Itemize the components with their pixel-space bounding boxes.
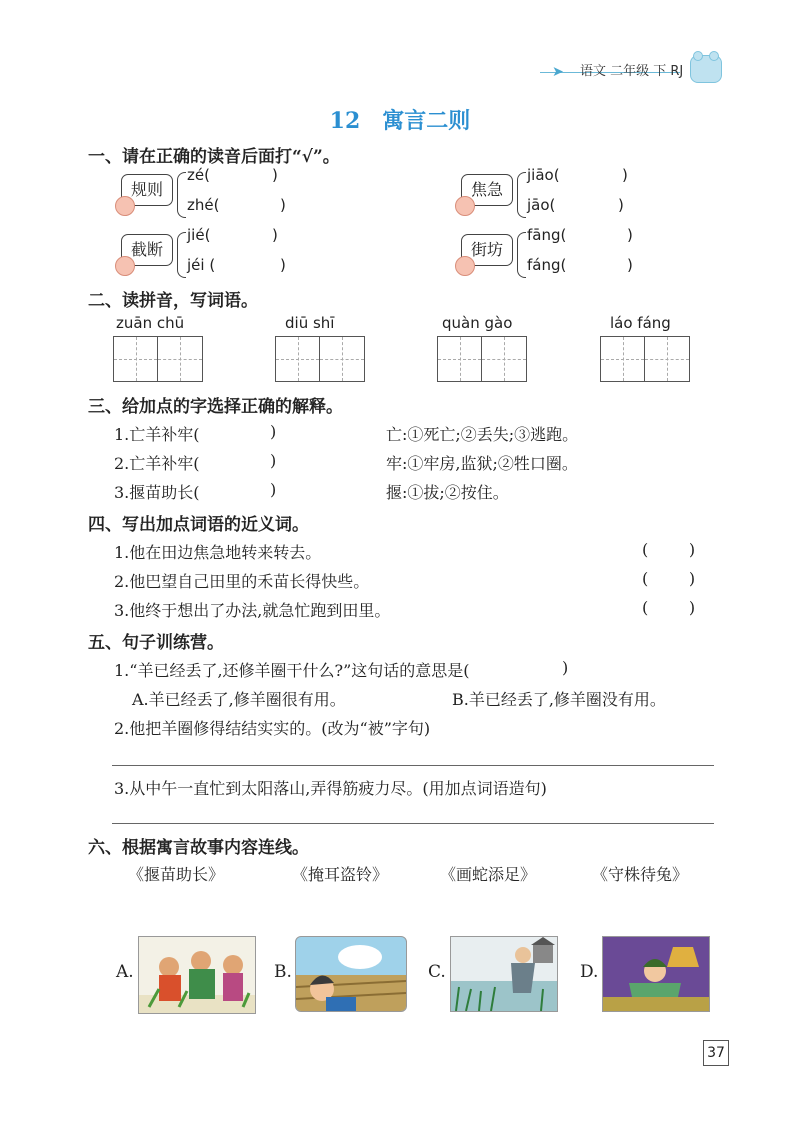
answer-paren[interactable]: ( ) — [642, 540, 696, 559]
answer-line[interactable] — [112, 823, 714, 824]
option-jie: jié( — [187, 226, 211, 244]
option-close[interactable]: ) — [622, 166, 628, 184]
option-close[interactable]: ) — [618, 196, 624, 214]
word-card-guize — [115, 172, 173, 218]
word-card-text: 焦急 — [461, 174, 513, 206]
lesson-title — [0, 104, 800, 135]
option-jiao: jiāo( — [527, 166, 560, 184]
word-card-text: 规则 — [121, 174, 173, 206]
answer-paren[interactable]: ( ) — [642, 598, 696, 617]
pinyin-2: diū shī — [285, 314, 335, 332]
header-text: 语文 二年级 下 RJ — [580, 64, 684, 79]
writing-grid-4[interactable] — [600, 336, 690, 382]
picture-b — [295, 936, 407, 1012]
section-5-heading: 五、句子训练营。 — [88, 633, 224, 653]
writing-grid-1[interactable] — [113, 336, 203, 382]
bear-mascot-icon — [690, 55, 722, 83]
pinyin-4: láo fáng — [610, 314, 671, 332]
story-3: 《画蛇添足》 — [440, 865, 537, 884]
word-card-jieduan — [115, 232, 173, 278]
header-arrow-icon: ➤ — [552, 64, 564, 80]
option-ze: zé( — [187, 166, 210, 184]
brace — [177, 232, 186, 278]
option-close[interactable]: ) — [280, 196, 286, 214]
pic-label-b: B. — [274, 962, 292, 982]
answer-line[interactable] — [112, 765, 714, 766]
lesson-number: 12 — [329, 108, 361, 134]
peach-icon — [115, 256, 135, 276]
story-4: 《守株待兔》 — [592, 865, 689, 884]
story-1: 《揠苗助长》 — [128, 865, 225, 884]
story-2: 《掩耳盗铃》 — [292, 865, 389, 884]
answer-paren[interactable]: ) — [562, 658, 569, 677]
option-close[interactable]: ) — [272, 226, 278, 244]
s3-question-2: 2.亡羊补牢( — [114, 454, 200, 473]
s3-def-1: 亡:①死亡;②丢失;③逃跑。 — [386, 425, 579, 444]
section-6-heading: 六、根据寓言故事内容连线。 — [88, 838, 309, 858]
pinyin-3: quàn gào — [442, 314, 513, 332]
option-close[interactable]: ) — [627, 226, 633, 244]
section-4-heading: 四、写出加点词语的近义词。 — [88, 515, 309, 535]
writing-grid-2[interactable] — [275, 336, 365, 382]
answer-paren[interactable]: ) — [270, 422, 277, 441]
s4-item-2: 2.他巴望自己田里的禾苗长得快些。 — [114, 572, 370, 591]
brace — [517, 172, 526, 218]
s5-question-1: 1.“羊已经丢了,还修羊圈干什么?”这句话的意思是( — [114, 661, 470, 680]
page-number: 37 — [703, 1040, 729, 1066]
peach-icon — [115, 196, 135, 216]
answer-paren[interactable]: ) — [270, 480, 277, 499]
peach-icon — [455, 256, 475, 276]
section-3-heading: 三、给加点的字选择正确的解释。 — [88, 397, 343, 417]
lesson-title-text: 寓言二则 — [382, 108, 471, 134]
brace — [517, 232, 526, 278]
s5-question-3: 3.从中午一直忙到太阳落山,弄得筋疲力尽。(用加点词语造句) — [114, 779, 547, 798]
s3-def-3: 揠:①拔;②按住。 — [386, 483, 509, 502]
pic-label-c: C. — [428, 962, 446, 982]
word-card-text: 街坊 — [461, 234, 513, 266]
section-1-heading: 一、请在正确的读音后面打“√”。 — [88, 147, 340, 167]
option-jei: jéi ( — [187, 256, 216, 274]
option-fang2: fáng( — [527, 256, 567, 274]
option-fang1: fāng( — [527, 226, 567, 244]
s3-question-1: 1.亡羊补牢( — [114, 425, 200, 444]
option-close[interactable]: ) — [627, 256, 633, 274]
s3-def-2: 牢:①牢房,监狱;②牲口圈。 — [386, 454, 578, 473]
s5-option-b: B.羊已经丢了,修羊圈没有用。 — [452, 690, 666, 709]
s4-item-3: 3.他终于想出了办法,就急忙跑到田里。 — [114, 601, 391, 620]
picture-a — [138, 936, 256, 1014]
pic-label-a: A. — [116, 962, 134, 982]
option-zhe: zhé( — [187, 196, 220, 214]
option-close[interactable]: ) — [272, 166, 278, 184]
option-close[interactable]: ) — [280, 256, 286, 274]
picture-c — [450, 936, 558, 1012]
section-2-heading: 二、读拼音，写词语。 — [88, 291, 258, 311]
writing-grid-3[interactable] — [437, 336, 527, 382]
answer-paren[interactable]: ( ) — [642, 569, 696, 588]
s5-option-a: A.羊已经丢了,修羊圈很有用。 — [132, 690, 346, 709]
s3-question-3: 3.揠苗助长( — [114, 483, 200, 502]
brace — [177, 172, 186, 218]
pinyin-1: zuān chū — [116, 314, 185, 332]
s5-question-2: 2.他把羊圈修得结结实实的。(改为“被”字句) — [114, 719, 431, 738]
peach-icon — [455, 196, 475, 216]
word-card-jiefang — [455, 232, 513, 278]
pic-label-d: D. — [580, 962, 599, 982]
s4-item-1: 1.他在田边焦急地转来转去。 — [114, 543, 322, 562]
answer-paren[interactable]: ) — [270, 451, 277, 470]
picture-d — [602, 936, 710, 1012]
option-jao: jāo( — [527, 196, 556, 214]
word-card-jiaoji — [455, 172, 513, 218]
word-card-text: 截断 — [121, 234, 173, 266]
